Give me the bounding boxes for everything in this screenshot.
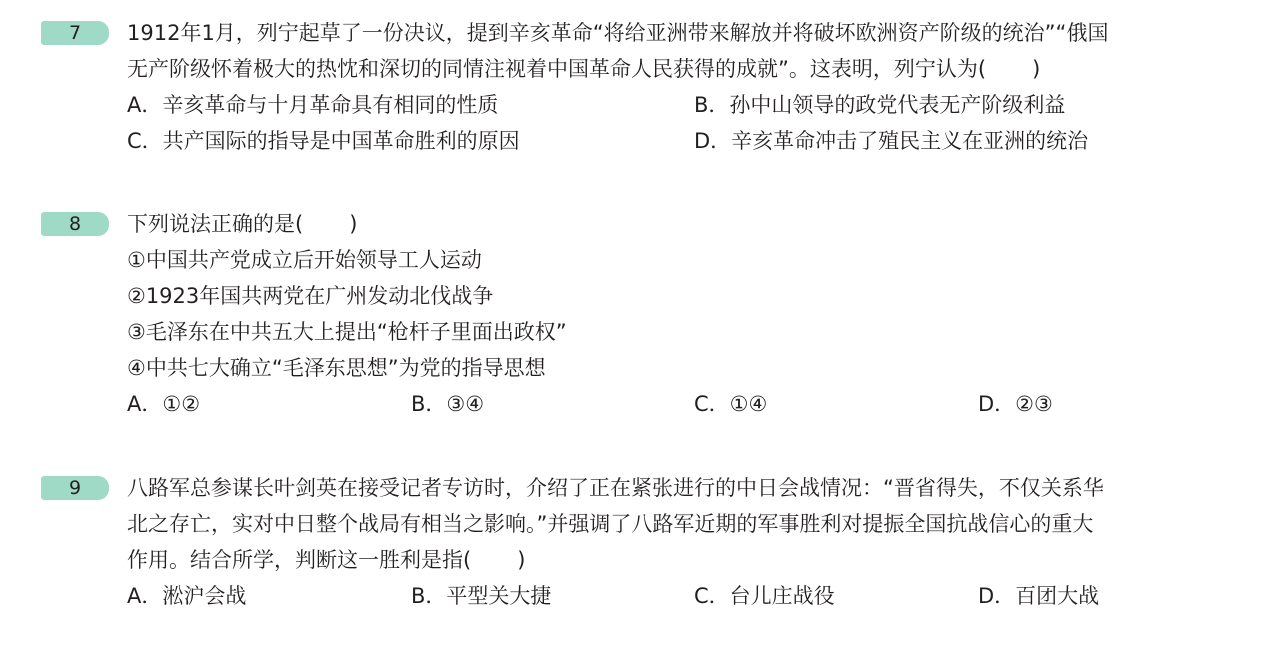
option-letter: C． — [694, 392, 730, 416]
options-row — [127, 87, 1251, 123]
question-stem-line: 北之存亡，实对中日整个战局有相当之影响。”并强调了八路军近期的军事胜利对提振全国抗战信心的重大 — [127, 512, 1094, 536]
answer-blank-close: ) — [517, 548, 526, 572]
option-text: ①④ — [729, 392, 768, 416]
options-row — [127, 578, 1251, 614]
question-stem-line: 八路军总参谋长叶剑英在接受记者专访时，介绍了正在紧张进行的中日会战情况：“晋省得失，不仅关系华 — [127, 476, 1104, 500]
statement-item: ②1923年国共两党在广州发动北伐战争 — [127, 284, 494, 308]
answer-blank-close: ) — [349, 212, 358, 236]
question-stem-text: 下列说法正确的是( — [127, 212, 304, 236]
question-body — [127, 206, 1251, 422]
option-a[interactable] — [127, 87, 498, 123]
option-text: 百团大战 — [1015, 584, 1100, 608]
option-letter: A． — [127, 392, 163, 416]
question-number-badge: 7 — [41, 21, 109, 45]
option-text: ①② — [162, 392, 201, 416]
option-c[interactable] — [694, 578, 835, 614]
question-stem-line: 1912年1月，列宁起草了一份决议，提到辛亥革命“将给亚洲带来解放并将破坏欧洲资产阶级的统治”“俄国 — [127, 21, 1109, 45]
question-body — [127, 470, 1251, 614]
question-body — [127, 15, 1251, 159]
question-stem-line-last — [127, 542, 1251, 578]
option-text: 辛亥革命冲击了殖民主义在亚洲的统治 — [731, 129, 1089, 153]
question-number-badge: 8 — [41, 212, 109, 236]
option-text: 台儿庄战役 — [729, 584, 835, 608]
option-a[interactable] — [127, 386, 200, 422]
options-row — [127, 123, 1251, 159]
question-number-badge: 9 — [41, 476, 109, 500]
option-letter: B． — [411, 584, 447, 608]
statement-item: ④中共七大确立“毛泽东思想”为党的指导思想 — [127, 356, 546, 380]
option-letter: B． — [694, 93, 730, 117]
question-stem-line-last — [127, 51, 1251, 87]
option-b[interactable] — [411, 386, 484, 422]
option-letter: C． — [694, 584, 730, 608]
options-row — [127, 386, 1251, 422]
statement-item: ①中国共产党成立后开始领导工人运动 — [127, 248, 482, 272]
option-text: 共产国际的指导是中国革命胜利的原因 — [162, 129, 520, 153]
option-letter: A． — [127, 93, 163, 117]
option-text: 淞沪会战 — [162, 584, 247, 608]
option-b[interactable] — [411, 578, 551, 614]
option-d[interactable] — [694, 123, 1088, 159]
option-text: 孙中山领导的政党代表无产阶级利益 — [729, 93, 1066, 117]
answer-blank-close: ) — [1032, 57, 1041, 81]
option-c[interactable] — [694, 386, 767, 422]
option-letter: A． — [127, 584, 163, 608]
option-letter: D． — [978, 392, 1016, 416]
question-stem-text: 无产阶级怀着极大的热忱和深切的同情注视着中国革命人民获得的成就”。这表明，列宁认为( — [127, 57, 987, 81]
option-b[interactable] — [694, 87, 1065, 123]
option-d[interactable] — [978, 386, 1053, 422]
option-letter: D． — [978, 584, 1016, 608]
question-stem-line — [127, 206, 1251, 242]
option-text: 辛亥革命与十月革命具有相同的性质 — [162, 93, 499, 117]
option-c[interactable] — [127, 123, 520, 159]
option-letter: C． — [127, 129, 163, 153]
option-a[interactable] — [127, 578, 246, 614]
statement-item: ③毛泽东在中共五大上提出“枪杆子里面出政权” — [127, 320, 567, 344]
option-text: 平型关大捷 — [446, 584, 552, 608]
question-stem-text: 作用。结合所学，判断这一胜利是指( — [127, 548, 472, 572]
option-d[interactable] — [978, 578, 1099, 614]
option-letter: D． — [694, 129, 732, 153]
option-text: ②③ — [1015, 392, 1053, 416]
option-letter: B． — [411, 392, 447, 416]
option-text: ③④ — [446, 392, 485, 416]
